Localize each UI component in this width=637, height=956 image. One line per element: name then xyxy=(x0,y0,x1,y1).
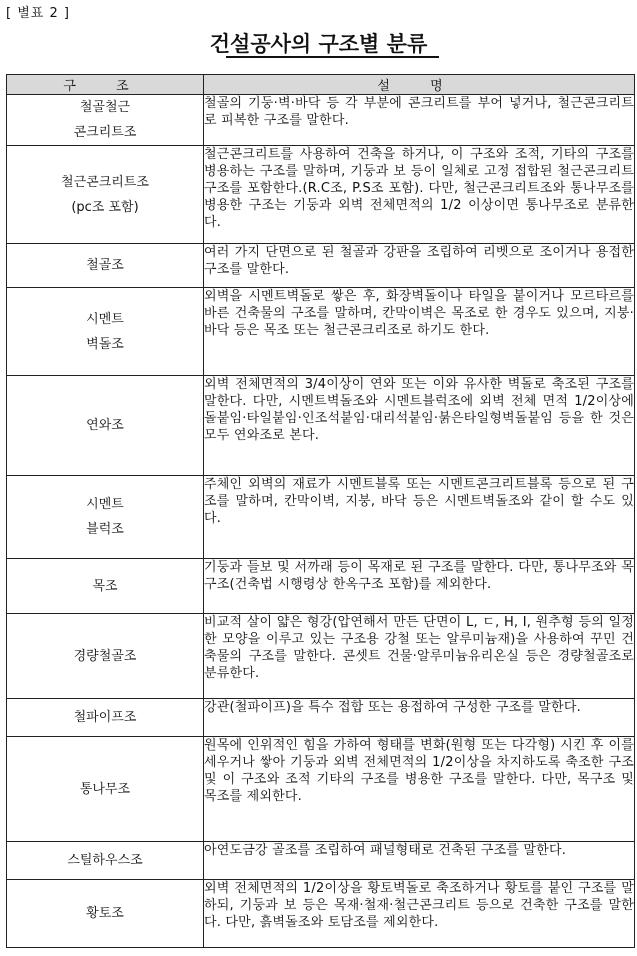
structure-classification-table xyxy=(6,74,635,948)
structure-type-label: 통나무조 xyxy=(79,781,131,797)
structure-type-cell xyxy=(7,376,204,476)
structure-description-cell: 강관(철파이프)을 특수 접합 또는 용접하여 구성한 구조를 말한다. xyxy=(204,699,635,737)
structure-type-cell xyxy=(7,614,204,699)
structure-type-cell xyxy=(7,244,204,288)
structure-type-cell xyxy=(7,95,204,146)
structure-type-label: 황토조 xyxy=(86,906,124,921)
structure-type-cell xyxy=(7,146,204,244)
table-row xyxy=(7,559,635,614)
structure-description-cell: 아연도금강 골조를 조립하여 패널형태로 건축된 구조를 말한다. xyxy=(204,842,635,880)
table-row xyxy=(7,842,635,880)
structure-type-label: 콘크리트조 xyxy=(73,125,137,140)
structure-type-label: 목조 xyxy=(92,578,118,594)
page-title: 건설공사의 구조별 분류 xyxy=(209,32,428,56)
structure-type-label: 철골철근 xyxy=(79,100,131,115)
structure-type-label: 블럭조 xyxy=(86,522,124,537)
structure-description-cell: 철골의 기둥·벽·바닥 등 각 부분에 콘크리트를 부어 넣거나, 철근콘크리트로 피복한 구조를 말한다. xyxy=(204,95,635,146)
structure-description-cell: 원목에 인위적인 힘을 가하여 형태를 변화(원형 또는 다각형) 시킨 후 이를 세우거나 쌓아 기둥과 외벽 전체면적의 1/2이상을 차지하도록 축조한 구조 및 이 구조와 조적 기타의 구조를 병용한 구조를 말한다. 다만, 목구조 및 목조를 제외한다. xyxy=(204,737,635,842)
structure-description-cell: 기둥과 들보 및 서까래 등이 목재로 된 구조를 말한다. 다만, 통나무조와 목구조(건축법 시행령상 한옥구조 포함)를 제외한다. xyxy=(204,559,635,614)
table-row xyxy=(7,737,635,842)
structure-type-label: 연와조 xyxy=(86,418,124,433)
table-row xyxy=(7,880,635,948)
table-row xyxy=(7,288,635,376)
structure-description-cell: 주체인 외벽의 재료가 시멘트블록 또는 시멘트콘크리트블록 등으로 된 구조를 말하며, 칸막이벽, 지붕, 바닥 등은 시멘트벽돌조와 같이 할 수도 있다. xyxy=(204,476,635,559)
header-description: 설 명 xyxy=(204,75,635,95)
table-row xyxy=(7,614,635,699)
structure-type-cell xyxy=(7,842,204,880)
structure-type-label: 시멘트 xyxy=(86,311,124,327)
table-row xyxy=(7,146,635,244)
structure-type-label: 철근콘크리트조 xyxy=(61,174,149,190)
structure-description-cell: 외벽 전체면적의 1/2이상을 황토벽돌로 축조하거나 황토를 붙인 구조를 말하되, 기둥과 보 등은 목재·철재·철근콘크리트 등으로 건축한 구조를 말한다. 다만, 흙벽돌조와 토담조를 제외한다. xyxy=(204,880,635,948)
structure-type-label: 철파이프조 xyxy=(73,710,137,725)
structure-description-cell: 비교적 살이 얇은 형강(압연해서 만든 단면이 L, ㄷ, H, I, 원추형 등의 일정한 모양을 이루고 있는 구조용 강철 또는 알루미늄재)을 사용하여 꾸민 건축물의 구조를 말한다. 콘셋트 건물·알루미늄유리온실 등은 경량철골조로 분류한다. xyxy=(204,614,635,699)
structure-description-cell: 철근콘크리트를 사용하여 건축을 하거나, 이 구조와 조적, 기타의 구조를 병용하는 구조를 말하며, 기둥과 보 등이 일체로 고정 접합된 철근콘크리트 구조를 포함한다.(R.C조, P.S조 포함). 다만, 철근콘크리트조와 통나무조를 병용한 구조는 기둥과 외벽 전체면적의 1/2 이상이면 통나무조로 분류한다. xyxy=(204,146,635,244)
table-row xyxy=(7,476,635,559)
structure-type-label: (pc조 포함) xyxy=(71,199,139,215)
table-row xyxy=(7,699,635,737)
annex-label: [ 별표 2 ] xyxy=(6,6,70,21)
structure-type-label: 스틸하우스조 xyxy=(67,853,143,868)
structure-description-cell: 여러 가지 단면으로 된 철골과 강판을 조립하여 리벳으로 조이거나 용접한 구조를 말한다. xyxy=(204,244,635,288)
table-row xyxy=(7,244,635,288)
header-structure: 구 조 xyxy=(7,75,204,95)
structure-description-cell: 외벽을 시멘트벽돌로 쌓은 후, 화장벽돌이나 타일을 붙이거나 모르타르를 바른 건축물의 구조를 말하며, 칸막이벽은 목조로 한 경우도 있으며, 지붕·바닥 등은 목조 또는 철근콘크리조로 하기도 한다. xyxy=(204,288,635,376)
structure-type-cell xyxy=(7,880,204,948)
structure-type-label: 시멘트 xyxy=(86,497,124,512)
table-row xyxy=(7,95,635,146)
structure-type-cell xyxy=(7,476,204,559)
structure-type-cell xyxy=(7,699,204,737)
structure-type-cell xyxy=(7,737,204,842)
structure-type-label: 경량철골조 xyxy=(73,648,137,664)
structure-type-cell xyxy=(7,559,204,614)
table-header-row xyxy=(7,75,635,95)
structure-description-cell: 외벽 전체면적의 3/4이상이 연와 또는 이와 유사한 벽돌로 축조된 구조를 말한다. 다만, 시멘트벽돌조와 시멘트블럭조에 외벽 전체 면적 1/2이상에 돌붙임·타일붙임·인조석붙임·대리석붙임·붉은타일형벽돌붙임 등을 한 것은 모두 연와조로 본다. xyxy=(204,376,635,476)
structure-type-label: 철골조 xyxy=(86,258,124,273)
title-underline xyxy=(226,56,439,58)
structure-type-label: 벽돌조 xyxy=(86,336,124,352)
table-row xyxy=(7,376,635,476)
structure-type-cell xyxy=(7,288,204,376)
